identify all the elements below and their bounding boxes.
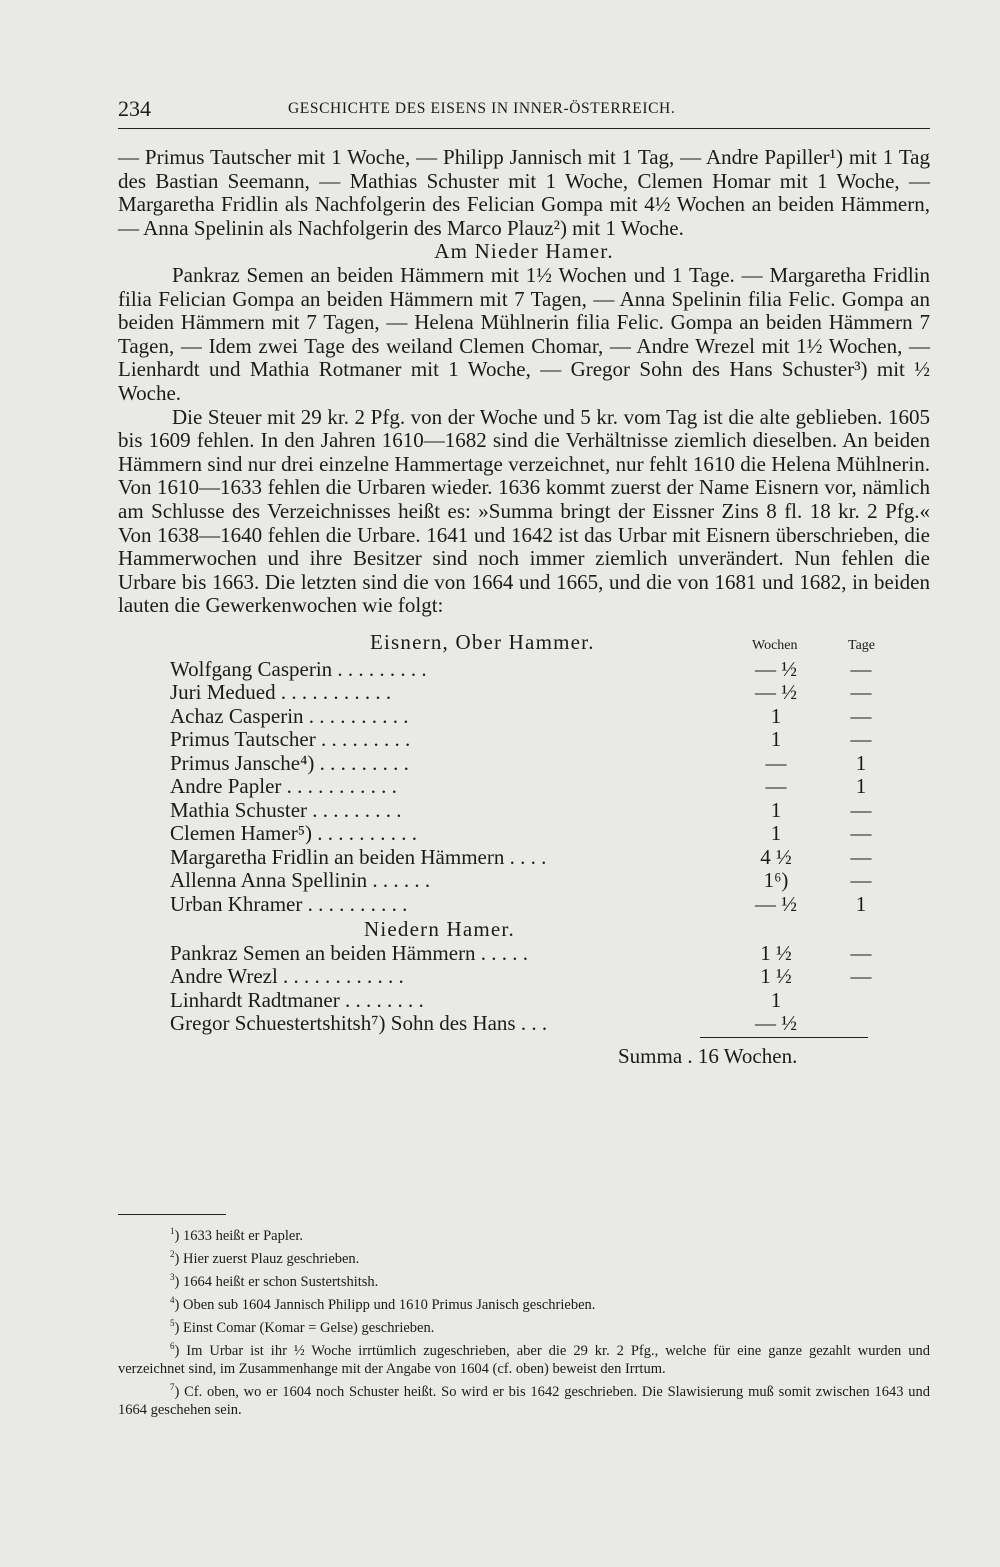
footnote-text: 1664 heißt er schon Sustertshitsh. <box>182 1273 379 1290</box>
row-name: Pankraz Semen an beiden Hämmern . . . . . <box>170 940 529 965</box>
table-row <box>118 681 930 705</box>
table-row <box>118 1012 930 1036</box>
row-tage: — <box>850 868 872 893</box>
row-wochen: 1 <box>770 821 782 846</box>
row-tage: 1 <box>855 774 867 799</box>
footnote-7: $^7$) Cf. oben, wo er 1604 noch Schuster heißt. So wird er bis 1642 geschrieben. Die Slawisierung muß somit zwischen 1643 und 1664 geschehen sein. <box>118 1382 930 1419</box>
row-tage: — <box>850 940 872 965</box>
table-row <box>118 869 930 893</box>
summa-row <box>118 1040 930 1068</box>
table-row <box>118 893 930 917</box>
table-row <box>118 965 930 989</box>
footnote-mark: 7 <box>170 1382 175 1393</box>
row-name: Linhardt Radtmaner . . . . . . . . <box>170 987 424 1012</box>
gewerkenwochen-table <box>118 630 930 1068</box>
table-row <box>118 942 930 966</box>
footnote-2: $^2$) Hier zuerst Plauz geschrieben. <box>170 1249 360 1267</box>
row-tage: — <box>850 821 872 846</box>
row-name: Andre Papler . . . . . . . . . . . <box>170 774 397 799</box>
row-name: Clemen Hamer⁵) . . . . . . . . . . <box>170 821 418 846</box>
row-name: Andre Wrezl . . . . . . . . . . . . <box>170 964 404 989</box>
footnotes <box>118 1222 930 1420</box>
row-tage: — <box>850 727 872 752</box>
footnote-mark: 5 <box>170 1318 175 1329</box>
footnote-6: $^6$) Im Urbar ist ihr ½ Woche irrtümlich zugeschrieben, aber die 29 kr. 2 Pfg., welche für eine ganze gezahlt wurden und verzeichnet sind, im Zusammenhange mit der Angabe von 1604 (cf. oben) beweist den Irrtum. <box>118 1341 930 1378</box>
main-text <box>118 146 930 1068</box>
row-wochen: — ½ <box>755 656 797 681</box>
footnote-1: $^1$) 1633 heißt er Papler. <box>170 1226 303 1244</box>
footnote-text: Cf. oben, wo er 1604 noch Schuster heißt. So wird er bis 1642 geschrieben. Die Slawisierung muß somit zwischen 1643 und 1664 geschehen sein. <box>118 1384 930 1419</box>
row-wochen: 1 ½ <box>760 964 792 989</box>
table-row <box>118 775 930 799</box>
footnote-rule <box>118 1214 226 1215</box>
footnote-text: Im Urbar ist ihr ½ Woche irrtümlich zugeschrieben, aber die 29 kr. 2 Pfg., welche für eine ganze gezahlt wurden und verzeichnet sind, im Zusammenhange mit der Angabe von 1604 (cf. oben) beweist den Irrtum. <box>118 1342 930 1378</box>
footnote-text: Hier zuerst Plauz geschrieben. <box>182 1250 360 1267</box>
row-name: Allenna Anna Spellinin . . . . . . <box>170 868 431 893</box>
row-wochen: 4 ½ <box>760 844 792 869</box>
running-title: GESCHICHTE DES EISENS IN INNER-ÖSTERREICH. <box>288 100 676 117</box>
footnote-mark: 3 <box>170 1272 175 1283</box>
table-row <box>118 846 930 870</box>
table-row <box>118 989 930 1013</box>
row-tage: 1 <box>855 891 867 916</box>
footnote-mark: 1 <box>170 1226 175 1236</box>
footnote-mark: 4 <box>170 1295 175 1306</box>
footnote-3: $^3$) 1664 heißt er schon Sustertshitsh. <box>170 1272 379 1290</box>
row-name: Juri Medued . . . . . . . . . . . <box>170 680 392 705</box>
row-wochen: — ½ <box>755 1011 797 1036</box>
table-header <box>118 630 930 654</box>
footnote-text: Einst Comar (Komar = Gelse) geschrieben. <box>182 1319 435 1336</box>
paragraph-ober-hammer-list: — Primus Tautscher mit 1 Woche, — Philipp Jannisch mit 1 Tag, — Andre Papiller¹) mit 1 Tag des Bastian Seemann, — Mathias Schuster mit 1 Woche, Clemen Homar mit 1 Woche, — Margaretha Fridlin als Nachfolgerin des Felician Gompa mit 4½ Wochen an beiden Hämmern, — Anna Spelinin als Nachfolgerin des Marco Plauz²) mit 1 Woche. <box>118 145 930 240</box>
row-name: Achaz Casperin . . . . . . . . . . <box>170 703 409 728</box>
row-wochen: 1 <box>770 797 782 822</box>
footnote-text: Oben sub 1604 Jannisch Philipp und 1610 Primus Janisch geschrieben. <box>182 1296 596 1313</box>
column-header-wochen: Wochen <box>752 637 798 653</box>
row-name: Primus Jansche⁴) . . . . . . . . . <box>170 750 409 775</box>
page-number: 234 <box>118 96 151 121</box>
heading-nieder-hamer: Am Nieder Hamer. <box>434 239 614 264</box>
table-row <box>118 705 930 729</box>
row-wochen: 1⁶) <box>763 868 789 893</box>
summa-rule <box>700 1037 868 1038</box>
table-row <box>118 752 930 776</box>
row-name: Urban Khramer . . . . . . . . . . <box>170 891 408 916</box>
table-row <box>118 822 930 846</box>
row-wochen: 1 <box>770 987 782 1012</box>
table-row <box>118 728 930 752</box>
section-title-ober-hammer: Eisnern, Ober Hammer. <box>370 629 595 654</box>
table-row <box>118 799 930 823</box>
row-tage: — <box>850 656 872 681</box>
row-wochen: — ½ <box>755 891 797 916</box>
row-wochen: 1 <box>770 703 782 728</box>
row-wochen: 1 <box>770 727 782 752</box>
row-wochen: 1 ½ <box>760 940 792 965</box>
footnote-text: 1633 heißt er Papler. <box>182 1227 303 1244</box>
footnote-mark: 2 <box>170 1249 175 1260</box>
row-tage: 1 <box>855 750 867 775</box>
column-header-tage: Tage <box>848 637 876 653</box>
row-wochen: — <box>765 750 787 775</box>
row-wochen: — ½ <box>755 680 797 705</box>
row-name: Mathia Schuster . . . . . . . . . <box>170 797 402 822</box>
footnote-mark: 6 <box>170 1341 175 1352</box>
section-title-niedern-hamer: Niedern Hamer. <box>364 917 515 942</box>
footnote-5: $^5$) Einst Comar (Komar = Gelse) geschrieben. <box>170 1318 435 1336</box>
row-tage: — <box>850 703 872 728</box>
row-name: Gregor Schuestertshitsh⁷) Sohn des Hans . . . <box>170 1011 548 1036</box>
row-name: Wolfgang Casperin . . . . . . . . . <box>170 656 427 681</box>
row-tage: — <box>850 680 872 705</box>
summa-text: Summa . 16 Wochen. <box>618 1043 798 1068</box>
row-wochen: — <box>765 774 787 799</box>
table-row <box>118 658 930 682</box>
footnote-4: $^4$) Oben sub 1604 Jannisch Philipp und 1610 Primus Janisch geschrieben. <box>170 1295 596 1313</box>
row-tage: — <box>850 844 872 869</box>
row-name: Primus Tautscher . . . . . . . . . <box>170 727 411 752</box>
paragraph-nieder-hamer-list: Pankraz Semen an beiden Hämmern mit 1½ Wochen und 1 Tage. — Margaretha Fridlin filia Felician Gompa an beiden Hämmern mit 7 Tagen, — Anna Spelinin filia Felic. Gompa an beiden Hämmern mit 7 Tagen, — Helena Mühlnerin filia Felic. Gompa an beiden Hämmern 7 Tagen, — Idem zwei Tage des weiland Clemen Chomar, — Andre Wrezel mit 1½ Wochen, — Lienhardt und Mathia Rotmaner mit 1 Woche, — Gregor Sohn des Hans Schuster³) mit ½ Woche. <box>118 262 930 405</box>
paragraph-steuer: Die Steuer mit 29 kr. 2 Pfg. von der Woche und 5 kr. vom Tag ist die alte geblieben. 1605 bis 1609 fehlen. In den Jahren 1610—1682 sind die Verhältnisse ziemlich dieselben. An beiden Hämmern sind nur drei einzelne Hammertage verzeichnet, nur fehlt 1610 die Helena Mühlnerin. Von 1610—1633 fehlen die Urbaren wieder. 1636 kommt zuerst der Name Eisnern vor, nämlich am Schlusse des Verzeichnisses heißt es: »Summa bringt der Eissner Zins 8 fl. 18 kr. 2 Pfg.« Von 1638—1640 fehlen die Urbare. 1641 und 1642 ist das Urbar mit Eisnern überschrieben, die Hammerwochen und ihre Besitzer sind noch immer ziemlich unverändert. Nun fehlen die Urbare bis 1663. Die letzten sind die von 1664 und 1665, und die von 1681 und 1682, in beiden lauten die Gewerkenwochen wie folgt: <box>118 404 930 618</box>
page-header <box>118 96 930 129</box>
row-tage: — <box>850 964 872 989</box>
row-name: Margaretha Fridlin an beiden Hämmern . . . . <box>170 844 547 869</box>
row-tage: — <box>850 797 872 822</box>
